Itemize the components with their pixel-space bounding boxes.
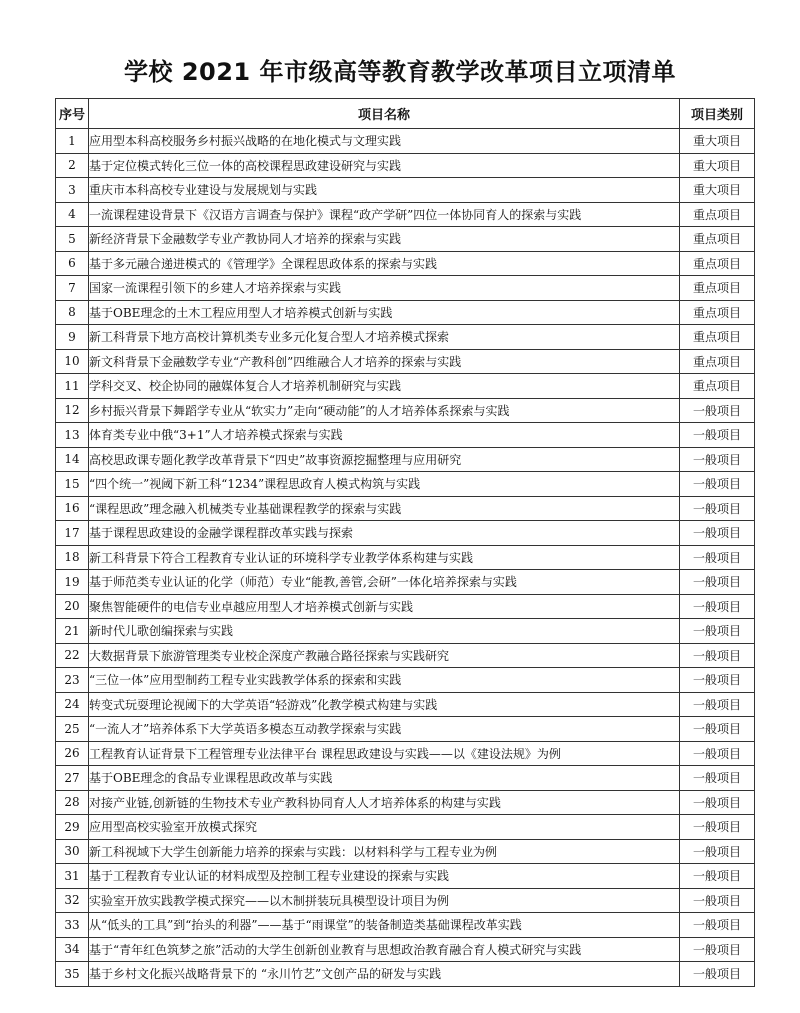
row-number: 27 bbox=[56, 766, 89, 791]
project-category: 一般项目 bbox=[680, 717, 755, 742]
row-number: 8 bbox=[56, 300, 89, 325]
project-name: 新时代儿歌创编探索与实践 bbox=[89, 619, 680, 644]
project-category: 一般项目 bbox=[680, 864, 755, 889]
row-number: 25 bbox=[56, 717, 89, 742]
row-number: 5 bbox=[56, 227, 89, 252]
row-number: 28 bbox=[56, 790, 89, 815]
row-number: 2 bbox=[56, 153, 89, 178]
table-row bbox=[56, 447, 755, 472]
table-row bbox=[56, 521, 755, 546]
project-category: 一般项目 bbox=[680, 594, 755, 619]
project-name: 大数据背景下旅游管理类专业校企深度产教融合路径探索与实践研究 bbox=[89, 643, 680, 668]
project-name: “一流人才”培养体系下大学英语多模态互动教学探索与实践 bbox=[89, 717, 680, 742]
project-name: “三位一体”应用型制药工程专业实践教学体系的探索和实践 bbox=[89, 668, 680, 693]
project-table bbox=[55, 98, 755, 987]
row-number: 10 bbox=[56, 349, 89, 374]
row-number: 3 bbox=[56, 178, 89, 203]
project-category: 一般项目 bbox=[680, 496, 755, 521]
row-number: 12 bbox=[56, 398, 89, 423]
table-row bbox=[56, 888, 755, 913]
project-name: 从“低头的工具”到“抬头的利器”——基于“雨课堂”的装备制造类基础课程改革实践 bbox=[89, 913, 680, 938]
row-number: 6 bbox=[56, 251, 89, 276]
project-category: 一般项目 bbox=[680, 570, 755, 595]
project-category: 一般项目 bbox=[680, 447, 755, 472]
project-category: 重点项目 bbox=[680, 325, 755, 350]
table-row bbox=[56, 741, 755, 766]
table-row bbox=[56, 129, 755, 154]
project-category: 重点项目 bbox=[680, 202, 755, 227]
project-category: 重大项目 bbox=[680, 178, 755, 203]
row-number: 31 bbox=[56, 864, 89, 889]
project-name: 新经济背景下金融数学专业产教协同人才培养的探索与实践 bbox=[89, 227, 680, 252]
row-number: 26 bbox=[56, 741, 89, 766]
project-name: 基于OBE理念的食品专业课程思政改革与实践 bbox=[89, 766, 680, 791]
project-name: 聚焦智能硬件的电信专业卓越应用型人才培养模式创新与实践 bbox=[89, 594, 680, 619]
header-no: 序号 bbox=[56, 99, 89, 129]
table-row bbox=[56, 276, 755, 301]
table-row bbox=[56, 570, 755, 595]
table-body bbox=[56, 129, 755, 987]
project-category: 重点项目 bbox=[680, 251, 755, 276]
table-row bbox=[56, 178, 755, 203]
table-row bbox=[56, 251, 755, 276]
project-name: 工程教育认证背景下工程管理专业法律平台 课程思政建设与实践——以《建设法规》为例 bbox=[89, 741, 680, 766]
project-category: 一般项目 bbox=[680, 888, 755, 913]
row-number: 11 bbox=[56, 374, 89, 399]
row-number: 30 bbox=[56, 839, 89, 864]
table-row bbox=[56, 202, 755, 227]
project-category: 一般项目 bbox=[680, 668, 755, 693]
table-row bbox=[56, 545, 755, 570]
table-row bbox=[56, 227, 755, 252]
project-category: 一般项目 bbox=[680, 741, 755, 766]
project-category: 一般项目 bbox=[680, 913, 755, 938]
project-name: 转变式玩耍理论视阈下的大学英语“轻游戏”化教学模式构建与实践 bbox=[89, 692, 680, 717]
project-category: 一般项目 bbox=[680, 790, 755, 815]
row-number: 17 bbox=[56, 521, 89, 546]
table-row bbox=[56, 668, 755, 693]
project-name: 新文科背景下金融数学专业“产教科创”四维融合人才培养的探索与实践 bbox=[89, 349, 680, 374]
project-category: 重点项目 bbox=[680, 349, 755, 374]
row-number: 21 bbox=[56, 619, 89, 644]
project-name: 重庆市本科高校专业建设与发展规划与实践 bbox=[89, 178, 680, 203]
project-name: 基于乡村文化振兴战略背景下的 “永川竹艺”文创产品的研发与实践 bbox=[89, 962, 680, 987]
table-row bbox=[56, 643, 755, 668]
project-category: 一般项目 bbox=[680, 692, 755, 717]
project-name: “四个统一”视阈下新工科“1234”课程思政育人模式构筑与实践 bbox=[89, 472, 680, 497]
project-name: 一流课程建设背景下《汉语方言调查与保护》课程“政产学研”四位一体协同育人的探索与实践 bbox=[89, 202, 680, 227]
project-name: 基于师范类专业认证的化学（师范）专业“能教,善管,会研”一体化培养探索与实践 bbox=[89, 570, 680, 595]
row-number: 19 bbox=[56, 570, 89, 595]
table-row bbox=[56, 815, 755, 840]
table-header-row bbox=[56, 99, 755, 129]
project-category: 一般项目 bbox=[680, 521, 755, 546]
row-number: 15 bbox=[56, 472, 89, 497]
project-name: 新工科背景下符合工程教育专业认证的环境科学专业教学体系构建与实践 bbox=[89, 545, 680, 570]
project-category: 重大项目 bbox=[680, 153, 755, 178]
project-name: 基于工程教育专业认证的材料成型及控制工程专业建设的探索与实践 bbox=[89, 864, 680, 889]
project-category: 一般项目 bbox=[680, 839, 755, 864]
project-category: 一般项目 bbox=[680, 545, 755, 570]
row-number: 34 bbox=[56, 937, 89, 962]
project-name: 新工科背景下地方高校计算机类专业多元化复合型人才培养模式探索 bbox=[89, 325, 680, 350]
project-name: 新工科视域下大学生创新能力培养的探索与实践：以材料科学与工程专业为例 bbox=[89, 839, 680, 864]
row-number: 29 bbox=[56, 815, 89, 840]
project-name: 基于课程思政建设的金融学课程群改革实践与探索 bbox=[89, 521, 680, 546]
project-name: “课程思政”理念融入机械类专业基础课程教学的探索与实践 bbox=[89, 496, 680, 521]
table-row bbox=[56, 325, 755, 350]
project-category: 重点项目 bbox=[680, 374, 755, 399]
table-row bbox=[56, 472, 755, 497]
project-name: 乡村振兴背景下舞蹈学专业从“软实力”走向“硬动能”的人才培养体系探索与实践 bbox=[89, 398, 680, 423]
project-name: 体育类专业中俄“3+1”人才培养模式探索与实践 bbox=[89, 423, 680, 448]
project-category: 一般项目 bbox=[680, 815, 755, 840]
table-row bbox=[56, 398, 755, 423]
project-name: 基于“青年红色筑梦之旅”活动的大学生创新创业教育与思想政治教育融合育人模式研究与实践 bbox=[89, 937, 680, 962]
row-number: 13 bbox=[56, 423, 89, 448]
project-name: 基于定位模式转化三位一体的高校课程思政建设研究与实践 bbox=[89, 153, 680, 178]
row-number: 7 bbox=[56, 276, 89, 301]
project-category: 一般项目 bbox=[680, 962, 755, 987]
project-category: 一般项目 bbox=[680, 423, 755, 448]
row-number: 18 bbox=[56, 545, 89, 570]
project-category: 重点项目 bbox=[680, 300, 755, 325]
row-number: 33 bbox=[56, 913, 89, 938]
table-row bbox=[56, 962, 755, 987]
row-number: 22 bbox=[56, 643, 89, 668]
project-category: 重大项目 bbox=[680, 129, 755, 154]
row-number: 4 bbox=[56, 202, 89, 227]
project-name: 应用型本科高校服务乡村振兴战略的在地化模式与文理实践 bbox=[89, 129, 680, 154]
table-row bbox=[56, 790, 755, 815]
project-category: 重点项目 bbox=[680, 227, 755, 252]
project-category: 一般项目 bbox=[680, 766, 755, 791]
table-row bbox=[56, 839, 755, 864]
table-row bbox=[56, 374, 755, 399]
project-name: 对接产业链,创新链的生物技术专业产教科协同育人人才培养体系的构建与实践 bbox=[89, 790, 680, 815]
table-row bbox=[56, 153, 755, 178]
project-category: 一般项目 bbox=[680, 398, 755, 423]
project-name: 应用型高校实验室开放模式探究 bbox=[89, 815, 680, 840]
table-row bbox=[56, 594, 755, 619]
table-row bbox=[56, 423, 755, 448]
page-title: 学校 2021 年市级高等教育教学改革项目立项清单 bbox=[123, 58, 676, 86]
row-number: 16 bbox=[56, 496, 89, 521]
project-name: 国家一流课程引领下的乡建人才培养探索与实践 bbox=[89, 276, 680, 301]
row-number: 23 bbox=[56, 668, 89, 693]
project-category: 一般项目 bbox=[680, 619, 755, 644]
table-row bbox=[56, 300, 755, 325]
row-number: 20 bbox=[56, 594, 89, 619]
project-name: 学科交叉、校企协同的融媒体复合人才培养机制研究与实践 bbox=[89, 374, 680, 399]
header-name: 项目名称 bbox=[89, 99, 680, 129]
table-row bbox=[56, 864, 755, 889]
table-row bbox=[56, 692, 755, 717]
row-number: 1 bbox=[56, 129, 89, 154]
header-category: 项目类别 bbox=[680, 99, 755, 129]
project-category: 重点项目 bbox=[680, 276, 755, 301]
table-row bbox=[56, 937, 755, 962]
row-number: 32 bbox=[56, 888, 89, 913]
table-row bbox=[56, 913, 755, 938]
project-category: 一般项目 bbox=[680, 937, 755, 962]
project-name: 实验室开放实践教学模式探究——以木制拼装玩具模型设计项目为例 bbox=[89, 888, 680, 913]
project-name: 基于多元融合递进模式的《管理学》全课程思政体系的探索与实践 bbox=[89, 251, 680, 276]
table-row bbox=[56, 619, 755, 644]
table-row bbox=[56, 496, 755, 521]
project-name: 基于OBE理念的土木工程应用型人才培养模式创新与实践 bbox=[89, 300, 680, 325]
row-number: 24 bbox=[56, 692, 89, 717]
project-category: 一般项目 bbox=[680, 643, 755, 668]
table-row bbox=[56, 717, 755, 742]
project-name: 高校思政课专题化教学改革背景下“四史”故事资源挖掘整理与应用研究 bbox=[89, 447, 680, 472]
row-number: 9 bbox=[56, 325, 89, 350]
table-row bbox=[56, 349, 755, 374]
row-number: 14 bbox=[56, 447, 89, 472]
row-number: 35 bbox=[56, 962, 89, 987]
project-category: 一般项目 bbox=[680, 472, 755, 497]
table-row bbox=[56, 766, 755, 791]
